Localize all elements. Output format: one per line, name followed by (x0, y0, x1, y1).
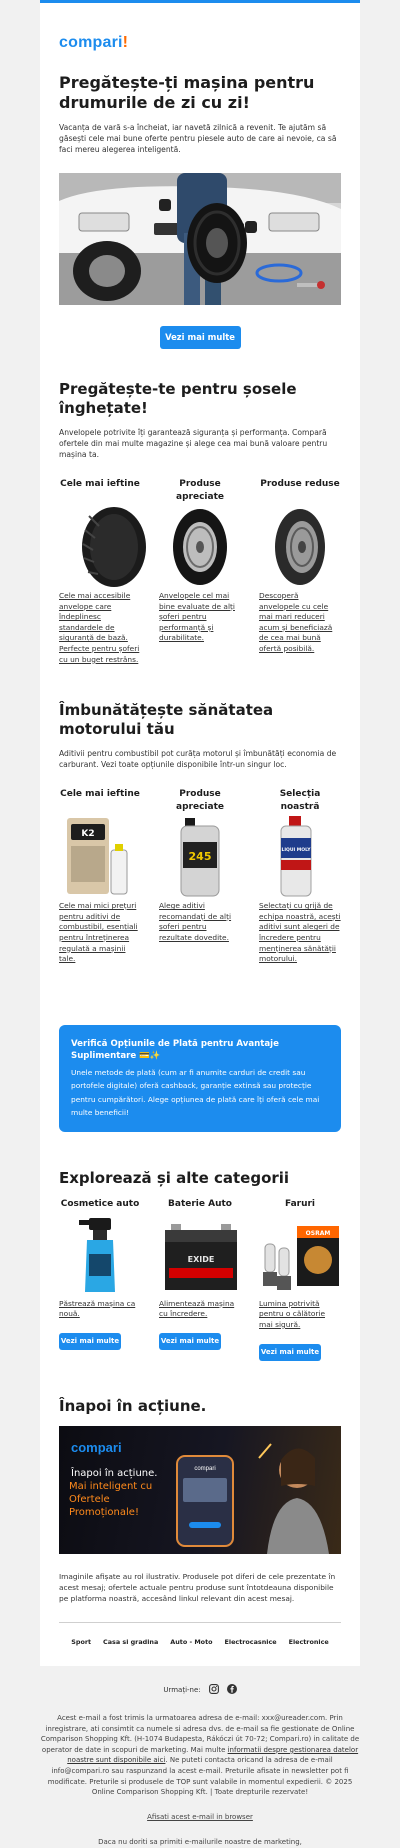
tyre-card-title: Produse apreciate (159, 478, 241, 506)
hero-text: Vacanța de vară s-a încheiat, iar navetă zilnică a revenit. Te ajutăm să găsești cele mai bune oferte pentru piesele auto de care ai nevoie, ca să faci mereu alegerea inteligentă. (59, 122, 341, 155)
legal-text-part: . Ne puteti contacta oricand la adresa de e-mail info@compari.ro sau raspunzand la acest e-mail. Preturile afisate in newsletter pot fi modificate. Preturile si produsele de TOP sunt valabile in momentul expedierii. © 2025 Online Comparison Shopping Kft. | Toate drepturile rezervate! (48, 1756, 353, 1796)
tyre-card-link[interactable]: Cele mai accesibile anvelope care îndeplinesc standardele de siguranță de bază. Perfecte pentru șoferi cu un buget restrâns. (59, 591, 141, 665)
tyre-image[interactable] (59, 506, 141, 588)
phone-logo: compari (194, 1466, 215, 1472)
nav-link-home-garden[interactable]: Casa si gradina (103, 1638, 158, 1646)
additive-card-link[interactable]: Selectați cu grijă de echipa noastră, acești aditivi sunt alegeri de încredere pentru menținerea sănătății motorului. (259, 901, 341, 965)
additive-card-rated[interactable] (159, 788, 241, 965)
nav-link-auto-moto[interactable]: Auto - Moto (170, 1638, 212, 1646)
category-cta-button[interactable]: Vezi mai multe (259, 1344, 321, 1361)
hero-cta-button[interactable]: Vezi mai multe (160, 326, 241, 349)
tyre-card-rated[interactable] (159, 478, 241, 665)
divider (59, 1622, 341, 1623)
nav-link-electronics[interactable]: Electronice (289, 1638, 329, 1646)
additive-card-selection[interactable] (259, 788, 341, 965)
nav-link-sport[interactable]: Sport (71, 1638, 91, 1646)
tyre-card-link[interactable]: Descoperă anvelopele cu cele mai mari reduceri acum și beneficiază de cea mai bună ofertă posibilă. (259, 591, 341, 655)
category-card-link[interactable]: Lumina potrivită pentru o călătorie mai sigură. (259, 1299, 341, 1331)
tyre-rim-image[interactable] (259, 506, 341, 588)
tyre-card-link[interactable]: Anvelopele cel mai bine evaluate de alți șoferi pentru performanță și durabilitate. (159, 591, 241, 644)
additive-card-title: Selecția noastră (259, 788, 341, 816)
unsubscribe-text: Daca nu doriti sa primiti e-mailurile noastre de marketing, (40, 1837, 360, 1848)
tyres-grid (59, 478, 341, 665)
spray-bottle-image[interactable] (59, 1214, 141, 1296)
engine-text: Aditivii pentru combustibil pot curăța motorul și îmbunătăți economia de carburant. Vezi toate opțiunile disponibile într-un singur loc. (59, 748, 341, 770)
disclaimer-text: Imaginile afișate au rol ilustrativ. Produsele pot diferi de cele prezentate în acest mesaj; ofertele actuale pentru produse sunt întotdeauna disponibile pe platforma noastră, accesând linkul relevant din acest mesaj. (59, 1571, 341, 1604)
social-row (40, 1684, 360, 1698)
category-card-link[interactable]: Alimentează mașina cu încredere. (159, 1299, 241, 1320)
k2-label: K2 (81, 829, 94, 839)
footer-nav (59, 1638, 341, 1646)
engine-title: Îmbunătățește sănătatea motorului tău (59, 701, 341, 739)
exide-label: EXIDE (188, 1255, 215, 1264)
category-card-battery[interactable] (159, 1198, 241, 1361)
categories-title: Explorează și alte categorii (59, 1169, 341, 1188)
additive-card-cheapest[interactable] (59, 788, 141, 965)
back-in-action-banner[interactable] (59, 1426, 341, 1554)
payment-promo-box (59, 1025, 341, 1132)
instagram-icon[interactable] (209, 1684, 219, 1698)
category-card-link[interactable]: Păstrează mașina ca nouă. (59, 1299, 141, 1320)
tyre-card-title: Cele mai ieftine (59, 478, 141, 506)
email-footer (40, 1684, 360, 1848)
email-container (40, 0, 360, 1666)
legal-text-part: Acest e-mail a fost trimis la urmatoarea adresa de e-mail: xxx@ureader.com. Prin inregistrare, ati consimtit ca numele si adresa dvs. de e-mail sa fie gestionate de Online Comparison Shopping Kft. (H-1074 Budapesta, Rákóczi út 70-72; Compari.ro) in calitate de operator de date in scopuri de marketing. Mai multe (41, 1714, 359, 1754)
category-card-title: Cosmetice auto (59, 1198, 141, 1214)
tyre-card-cheapest[interactable] (59, 478, 141, 665)
comeback-title: Înapoi în acțiune. (59, 1397, 341, 1416)
tyre-rim-image[interactable] (159, 506, 241, 588)
additive-liquimoly-image[interactable] (259, 816, 341, 898)
osram-label: OSRAM (306, 1230, 331, 1237)
data-policy-link[interactable]: informatii despre gestionarea datelor noastre sunt disponibile aici (67, 1746, 358, 1765)
legal-text (40, 1713, 360, 1798)
compari-logo[interactable] (59, 3, 341, 73)
category-cta-button[interactable]: Vezi mai multe (59, 1333, 121, 1350)
mechanic-tyre-illustration (59, 173, 341, 305)
tyre-card-title: Produse reduse (259, 478, 341, 506)
tyres-text: Anvelopele potrivite îți garantează siguranța și performanța. Compară ofertele din mai multe magazine și alege cea mai bună valoare pentru mașina ta. (59, 427, 341, 460)
payment-promo-title: Verifică Opțiunile de Plată pentru Avantaje Suplimentare 💳✨ (71, 1038, 330, 1062)
additive-k2-image[interactable] (59, 816, 141, 898)
nav-link-appliances[interactable]: Electrocasnice (225, 1638, 277, 1646)
category-card-headlights[interactable] (259, 1198, 341, 1361)
additive-245-image[interactable] (159, 816, 241, 898)
follow-label: Urmați-ne: (163, 1685, 200, 1696)
245-label: 245 (189, 850, 212, 863)
category-cta-button[interactable]: Vezi mai multe (159, 1333, 221, 1350)
additive-card-link[interactable]: Alege aditivi recomandați de alți șoferi pentru rezultate dovedite. (159, 901, 241, 943)
engine-grid (59, 788, 341, 965)
facebook-icon[interactable] (227, 1684, 237, 1698)
payment-promo-text: Unele metode de plată (cum ar fi anumite carduri de credit sau portofele digitale) oferă cashback, garanție extinsă sau protecție pentru cumpărători. Alege opțiunea de plată care îți oferă cele mai multe beneficii! (71, 1066, 330, 1120)
additive-card-title: Cele mai ieftine (59, 788, 141, 816)
view-in-browser-link[interactable]: Afisati acest e-mail in browser (40, 1812, 360, 1823)
tyre-card-discount[interactable] (259, 478, 341, 665)
additive-card-link[interactable]: Cele mai mici prețuri pentru aditivi de combustibil, esențiali pentru întreținerea regulată a mașinii tale. (59, 901, 141, 965)
hero-title: Pregătește-ți mașina pentru drumurile de zi cu zi! (59, 73, 341, 113)
logo-bang: ! (123, 34, 129, 51)
hero-image (59, 173, 341, 305)
banner-line2: Mai inteligent cu Ofertele Promoționale! (69, 1480, 179, 1519)
category-card-title: Baterie Auto (159, 1198, 241, 1214)
car-battery-image[interactable] (159, 1214, 241, 1296)
additive-card-title: Produse apreciate (159, 788, 241, 816)
banner-logo: compari (71, 1440, 122, 1455)
logo-text: compari (59, 34, 123, 51)
tyres-title: Pregătește-te pentru șosele înghețate! (59, 380, 341, 418)
categories-grid (59, 1198, 341, 1361)
headlight-bulbs-image[interactable] (259, 1214, 341, 1296)
category-card-cosmetics[interactable] (59, 1198, 141, 1361)
category-card-title: Faruri (259, 1198, 341, 1214)
liqui-moly-label: LIQUI MOLY (282, 847, 312, 853)
banner-line1: Înapoi în acțiune. (70, 1466, 157, 1479)
